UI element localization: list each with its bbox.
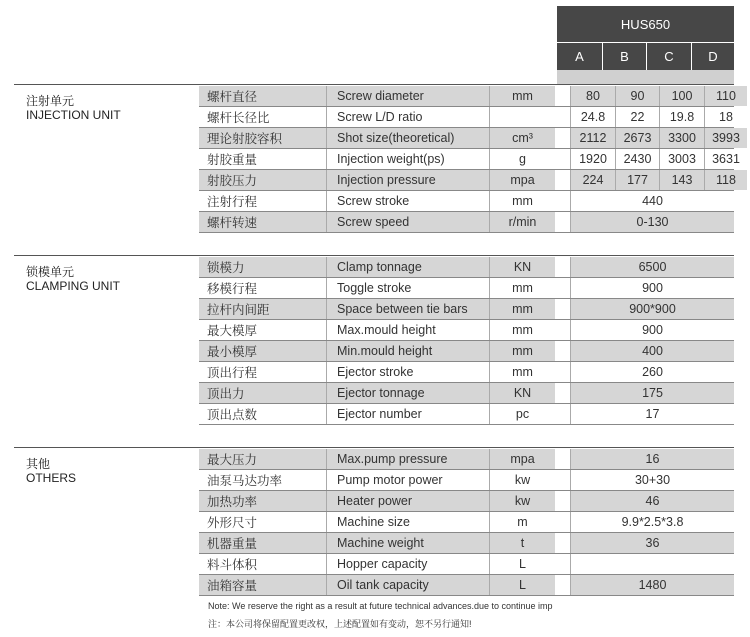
param-name-en: Screw speed — [326, 212, 489, 232]
section-label-en: OTHERS — [26, 471, 77, 485]
value-c: 3003 — [659, 149, 704, 169]
param-unit: mm — [489, 320, 555, 340]
param-name-en: Hopper capacity — [326, 554, 489, 574]
spec-row — [199, 191, 734, 211]
param-name-en: Max.mould height — [326, 320, 489, 340]
param-name-en: Oil tank capacity — [326, 575, 489, 595]
spec-row — [199, 149, 740, 169]
model-header — [557, 6, 734, 84]
param-unit: kw — [489, 470, 555, 490]
note-en: Note: We reserve the right as a result at future technical advances.due to continue imp — [208, 601, 553, 611]
param-name-en: Ejector stroke — [326, 362, 489, 382]
param-name-en: Screw stroke — [326, 191, 489, 211]
param-name-en: Injection pressure — [326, 170, 489, 190]
value-a: 1920 — [570, 149, 615, 169]
param-name-en: Ejector tonnage — [326, 383, 489, 403]
section-divider — [14, 447, 734, 448]
param-name-cn: 最小模厚 — [199, 341, 326, 361]
value-all-models: 16 — [570, 449, 734, 469]
value-all-models: 36 — [570, 533, 734, 553]
value-all-models: 900*900 — [570, 299, 734, 319]
value-d: 3993 — [704, 128, 747, 148]
spec-row — [199, 86, 734, 106]
param-name-cn: 注射行程 — [207, 195, 258, 209]
param-unit: mm — [489, 86, 555, 106]
param-name-cn: 螺杆直径 — [199, 86, 326, 106]
param-unit: L — [489, 554, 555, 574]
section-label-en: CLAMPING UNIT — [26, 279, 121, 293]
value-d: 18 — [704, 107, 747, 127]
param-name-cn: 拉杆内间距 — [199, 299, 326, 319]
param-name-cn: 理论射胶容积 — [199, 128, 326, 148]
param-unit: g — [489, 149, 555, 169]
value-b: 177 — [615, 170, 659, 190]
value-d: 110 — [704, 86, 747, 106]
value-c: 100 — [659, 86, 704, 106]
param-name-en: Injection weight(ps) — [326, 149, 489, 169]
value-c: 143 — [659, 170, 704, 190]
param-unit: mpa — [489, 449, 555, 469]
param-name-en: Machine weight — [326, 533, 489, 553]
spec-row — [199, 107, 734, 127]
section-divider — [14, 84, 734, 85]
value-c: 3300 — [659, 128, 704, 148]
param-name-en: Ejector number — [326, 404, 489, 424]
spec-row — [199, 128, 740, 148]
param-name-en: Heater power — [326, 491, 489, 511]
model-header-band — [557, 70, 734, 84]
spec-row — [199, 362, 734, 382]
value-d: 3631 — [704, 149, 747, 169]
param-unit: mm — [489, 299, 555, 319]
param-unit: kw — [489, 491, 555, 511]
value-a: 24.8 — [570, 107, 615, 127]
param-unit: pc — [489, 404, 555, 424]
param-name-cn: 射胶压力 — [199, 170, 326, 190]
param-name-en: Screw L/D ratio — [326, 107, 489, 127]
param-name-cn: 顶出力 — [199, 383, 326, 403]
value-b: 90 — [615, 86, 659, 106]
spec-row — [199, 341, 734, 361]
param-unit — [489, 107, 555, 127]
section-label-cn: 注射单元 — [26, 94, 75, 108]
param-name-en: Toggle stroke — [326, 278, 489, 298]
spec-row — [199, 491, 734, 511]
value-b: 2673 — [615, 128, 659, 148]
value-all-models: 17 — [570, 404, 734, 424]
value-all-models: 0-130 — [570, 212, 734, 232]
spec-row — [199, 470, 734, 490]
param-name-cn: 射胶重量 — [207, 153, 258, 167]
value-all-models: 46 — [570, 491, 734, 511]
value-all-models: 9.9*2.5*3.8 — [570, 512, 734, 532]
spec-row — [199, 299, 734, 319]
section-label-cn: 锁模单元 — [26, 265, 75, 279]
value-b: 2430 — [615, 149, 659, 169]
value-all-models: 900 — [570, 278, 734, 298]
value-all-models: 440 — [570, 191, 734, 211]
param-name-cn: 油泵马达功率 — [207, 474, 283, 488]
spec-row — [199, 404, 734, 424]
model-column-b: B — [602, 42, 646, 70]
value-all-models: 400 — [570, 341, 734, 361]
param-unit: mm — [489, 191, 555, 211]
value-all-models: 6500 — [570, 257, 734, 277]
spec-row — [199, 320, 734, 340]
param-unit: t — [489, 533, 555, 553]
param-unit: mm — [489, 362, 555, 382]
param-name-cn: 螺杆长径比 — [207, 111, 270, 125]
param-name-cn: 机器重量 — [199, 533, 326, 553]
param-name-cn: 螺杆转速 — [199, 212, 326, 232]
param-unit: cm³ — [489, 128, 555, 148]
param-name-cn: 外形尺寸 — [207, 516, 258, 530]
param-name-cn: 最大压力 — [199, 449, 326, 469]
spec-row — [199, 278, 734, 298]
spec-row — [199, 212, 734, 232]
param-name-en: Max.pump pressure — [326, 449, 489, 469]
value-a: 80 — [570, 86, 615, 106]
param-unit: L — [489, 575, 555, 595]
value-all-models: 1480 — [570, 575, 734, 595]
model-title: HUS650 — [557, 6, 734, 42]
param-unit: mm — [489, 341, 555, 361]
param-unit: mpa — [489, 170, 555, 190]
value-all-models: 900 — [570, 320, 734, 340]
value-d: 118 — [704, 170, 747, 190]
value-b: 22 — [615, 107, 659, 127]
spec-row — [199, 257, 734, 277]
param-unit: m — [489, 512, 555, 532]
spec-row — [199, 170, 734, 190]
param-unit: KN — [489, 383, 555, 403]
param-name-cn: 移模行程 — [207, 282, 258, 296]
value-all-models: 175 — [570, 383, 734, 403]
section-divider — [14, 255, 734, 256]
param-name-cn: 料斗体积 — [207, 558, 258, 572]
param-name-en: Min.mould height — [326, 341, 489, 361]
param-name-en: Machine size — [326, 512, 489, 532]
param-name-en: Space between tie bars — [326, 299, 489, 319]
param-name-cn: 顶出点数 — [207, 408, 258, 422]
value-a: 224 — [570, 170, 615, 190]
param-name-cn: 最大模厚 — [207, 324, 258, 338]
param-name-cn: 油箱容量 — [199, 575, 326, 595]
param-name-en: Pump motor power — [326, 470, 489, 490]
spec-row — [199, 383, 734, 403]
param-name-cn: 顶出行程 — [207, 366, 258, 380]
row-divider — [199, 424, 734, 425]
value-all-models: 260 — [570, 362, 734, 382]
model-column-d: D — [691, 42, 734, 70]
param-name-en: Shot size(theoretical) — [326, 128, 489, 148]
param-name-cn: 加热功率 — [199, 491, 326, 511]
value-all-models — [570, 554, 734, 574]
model-column-c: C — [646, 42, 691, 70]
value-a: 2112 — [570, 128, 615, 148]
spec-row — [199, 554, 734, 574]
row-divider — [199, 232, 734, 233]
model-column-a: A — [557, 42, 602, 70]
param-name-cn: 锁模力 — [199, 257, 326, 277]
value-all-models: 30+30 — [570, 470, 734, 490]
param-name-en: Clamp tonnage — [326, 257, 489, 277]
param-unit: mm — [489, 278, 555, 298]
spec-row — [199, 533, 734, 553]
section-label-cn: 其他 — [26, 457, 51, 471]
spec-row — [199, 449, 734, 469]
section-label-en: INJECTION UNIT — [26, 108, 121, 122]
spec-row — [199, 575, 734, 595]
spec-row — [199, 512, 734, 532]
param-unit: KN — [489, 257, 555, 277]
value-c: 19.8 — [659, 107, 704, 127]
param-unit: r/min — [489, 212, 555, 232]
param-name-en: Screw diameter — [326, 86, 489, 106]
note-cn: 注：本公司将保留配置更改权，上述配置如有变动，恕不另行通知! — [208, 619, 472, 629]
row-divider — [199, 595, 734, 596]
